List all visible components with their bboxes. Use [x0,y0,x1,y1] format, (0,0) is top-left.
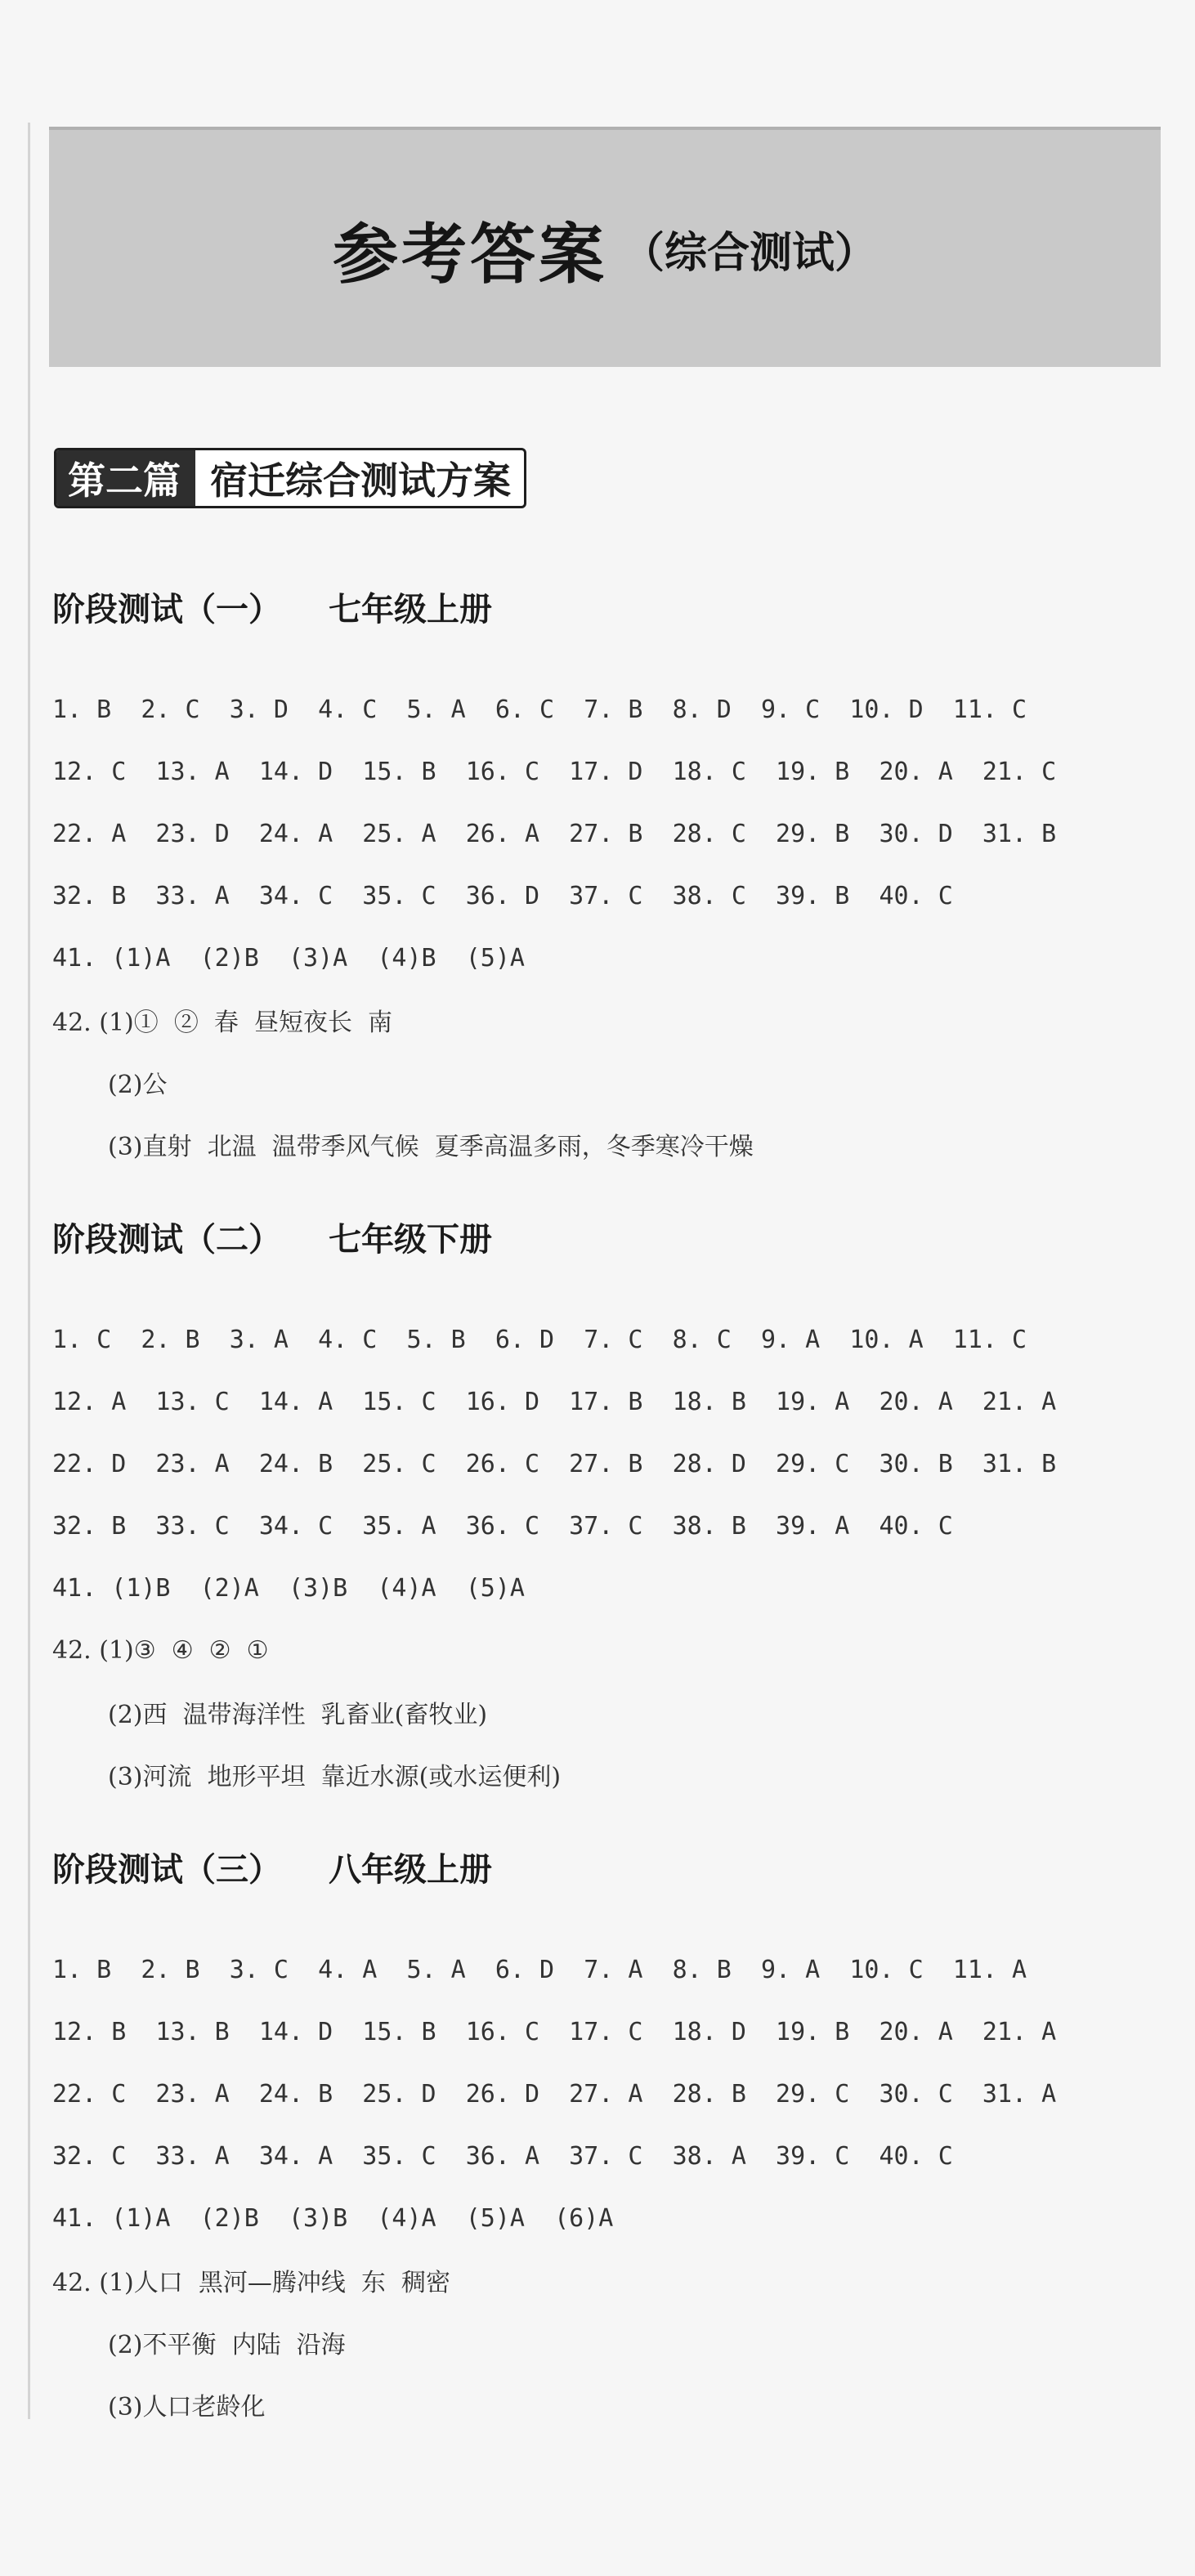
answer-line-q42: 42. (1)① ② 春 昼短夜长 南 [52,1008,393,1037]
section-title: 阶段测试（三） [52,1850,281,1889]
part-label: 第二篇 [56,450,195,506]
answer-banner [49,127,1161,367]
answer-subline: (3)河流 地形平坦 靠近水源(或水运便利) [108,1763,562,1791]
page-margin-rule [28,123,30,2419]
answer-line: 32. B 33. A 34. C 35. C 36. D 37. C 38. C 39. B 40. C [52,881,953,910]
answer-line: 41. (1)A (2)B (3)B (4)A (5)A (6)A [52,2203,614,2233]
part-title: 宿迁综合测试方案 [210,458,511,503]
answer-line: 1. C 2. B 3. A 4. C 5. B 6. D 7. C 8. C 9. A 10. A 11. C [52,1325,1027,1354]
section-heading [52,582,1131,631]
section-grade: 七年级下册 [329,1220,492,1259]
answer-line-q42: 42. (1)人口 黑河—腾冲线 东 稠密 [52,2269,450,2297]
section-stage-test-3 [52,1842,1131,2435]
answer-subline: (3)人口老龄化 [108,2393,266,2422]
answer-line: 12. C 13. A 14. D 15. B 16. C 17. D 18. C 19. B 20. A 21. C [52,757,1057,786]
answer-line: 41. (1)A (2)B (3)A (4)B (5)A [52,943,525,973]
section-grade: 八年级上册 [329,1850,492,1889]
answer-list [52,1939,1131,2435]
section-grade: 七年级上册 [329,590,492,628]
answer-list [52,678,1131,1175]
banner-subtitle: （综合测试） [621,228,877,278]
answer-subline: (2)西 温带海洋性 乳畜业(畜牧业) [108,1701,488,1729]
answer-subline: (3)直射 北温 温带季风气候 夏季高温多雨，冬季寒冷干燥 [108,1133,754,1161]
answer-line: 12. B 13. B 14. D 15. B 16. C 17. C 18. D 19. B 20. A 21. A [52,2017,1057,2046]
answer-list [52,1308,1131,1805]
section-stage-test-1 [52,582,1131,1175]
banner-title: 参考答案 [332,216,607,293]
answer-line-q42: 42. (1)③ ④ ② ① [52,1635,269,1665]
answer-subline: (2)公 [108,1071,168,1099]
answer-line: 22. D 23. A 24. B 25. C 26. C 27. B 28. D 29. C 30. B 31. B [52,1449,1057,1478]
section-title: 阶段测试（一） [52,590,281,628]
answer-line: 32. C 33. A 34. A 35. C 36. A 37. C 38. A 39. C 40. C [52,2141,953,2171]
answer-line: 22. A 23. D 24. A 25. A 26. A 27. B 28. C 29. B 30. D 31. B [52,819,1057,848]
answer-line: 12. A 13. C 14. A 15. C 16. D 17. B 18. B 19. A 20. A 21. A [52,1387,1057,1416]
answer-line: 1. B 2. B 3. C 4. A 5. A 6. D 7. A 8. B 9. A 10. C 11. A [52,1955,1027,1984]
answer-line: 22. C 23. A 24. B 25. D 26. D 27. A 28. B 29. C 30. C 31. A [52,2079,1057,2109]
section-title: 阶段测试（二） [52,1220,281,1259]
section-heading [52,1842,1131,1891]
answer-line: 32. B 33. C 34. C 35. A 36. C 37. C 38. B 39. A 40. C [52,1511,953,1541]
section-heading [52,1212,1131,1261]
part-header [54,448,526,508]
section-stage-test-2 [52,1212,1131,1805]
answer-subline: (2)不平衡 内陆 沿海 [108,2331,346,2359]
answer-line: 1. B 2. C 3. D 4. C 5. A 6. C 7. B 8. D 9. C 10. D 11. C [52,695,1027,724]
answer-line: 41. (1)B (2)A (3)B (4)A (5)A [52,1573,525,1603]
